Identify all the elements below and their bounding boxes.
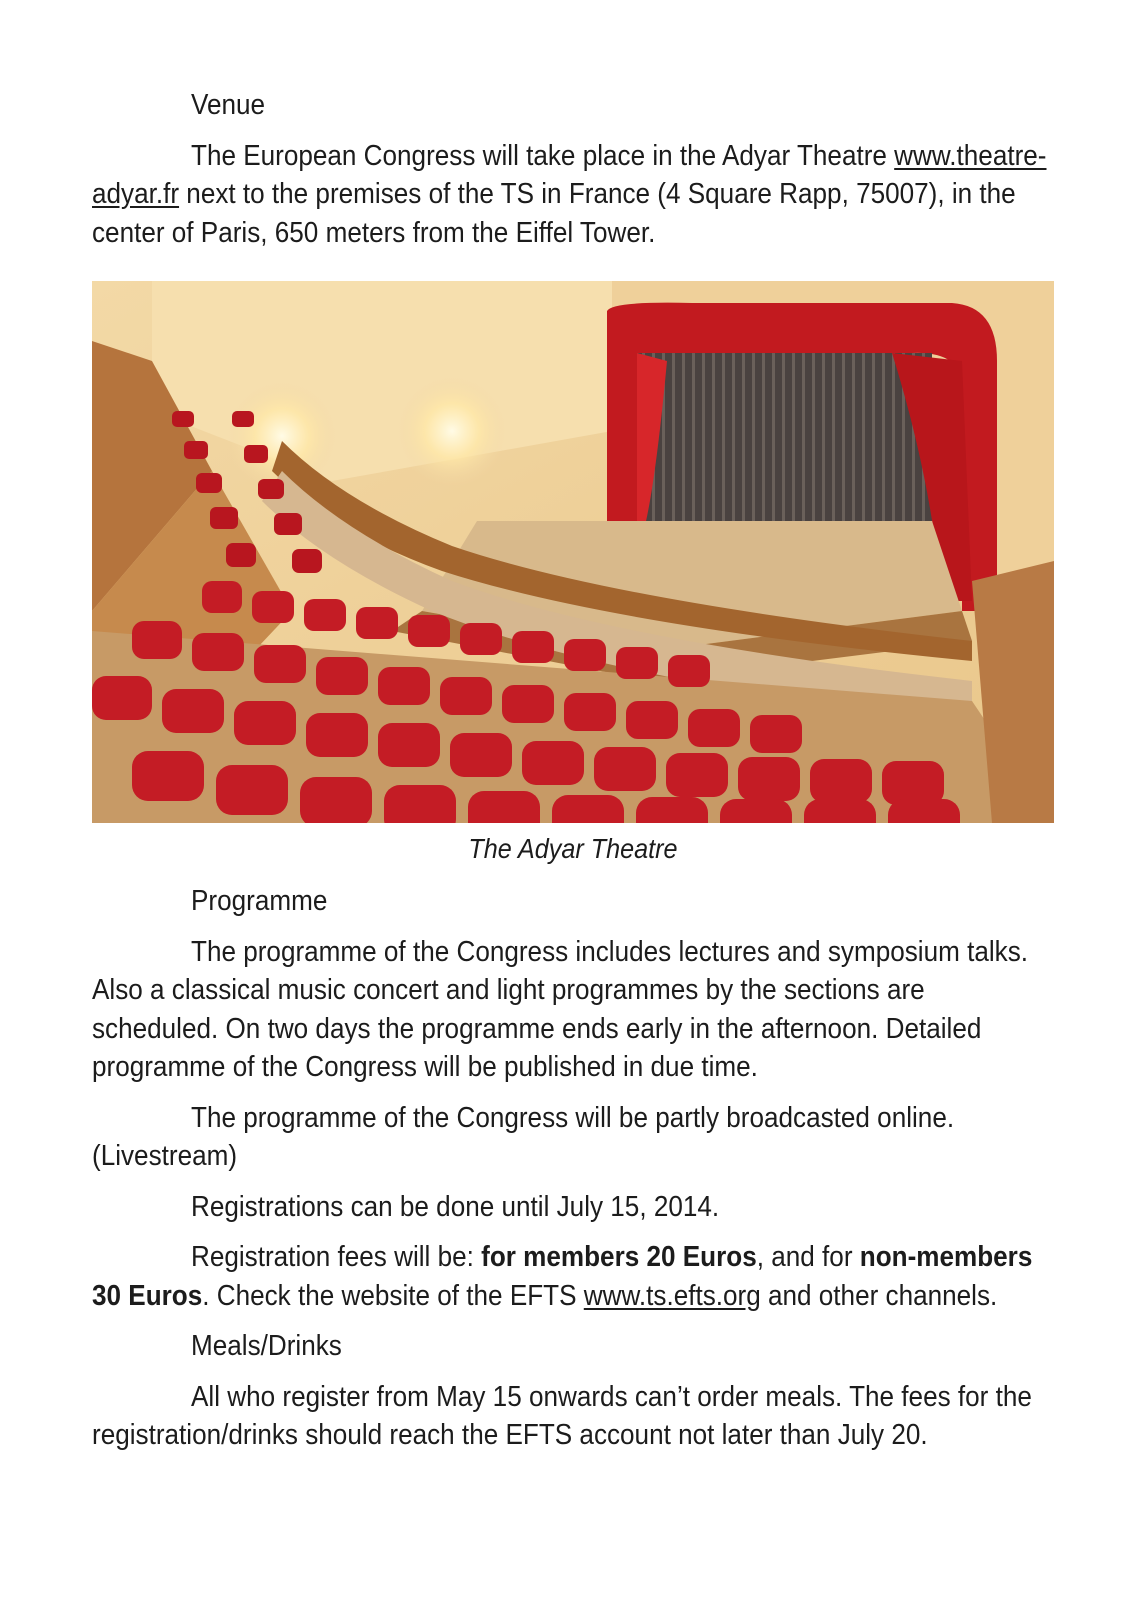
fees-text-4: and other channels. [760,1279,998,1312]
members-fee: for members 20 Euros [481,1241,757,1273]
meals-heading: Meals/Drinks [191,1330,342,1362]
lower-text [92,882,1054,1467]
registration-fees [92,1238,1054,1315]
venue-text-start: The European Congress will take place in the Adyar Theatre [191,139,895,172]
programme-paragraph-1: The programme of the Congress includes lectures and symposium talks. Also a classical music concert and light programmes by the sections are scheduled. On two days the programme ends early in the afternoon. Detailed programme of the Congress will be published in due time. [92,935,1029,1083]
venue-heading: Venue [191,89,266,121]
venue-paragraph [92,137,1054,253]
meals-paragraph: All who register from May 15 onwards can’t order meals. The fees for the registration/drinks should reach the EFTS account not later than July 20. [92,1380,1032,1451]
photo-caption: The Adyar Theatre [468,833,678,864]
programme-heading: Programme [191,885,328,917]
venue-text-end: next to the premises of the TS in France (4 Square Rapp, 75007), in the center of Paris, 650 meters from the Eiffel Tower. [92,178,1016,249]
theatre-photo [92,281,1054,823]
theatre-website-link[interactable]: www.theatre-adyar.fr [92,139,1047,210]
fees-text-1: Registration fees will be: [191,1241,482,1273]
efts-website-link[interactable]: www.ts.efts.org [583,1279,761,1312]
registration-deadline: Registrations can be done until July 15, 2014. [191,1190,720,1223]
fees-text-2: , and for [756,1241,860,1273]
programme-paragraph-2: The programme of the Congress will be partly broadcasted online. (Livestream) [92,1101,955,1172]
theatre-illustration [92,281,1054,823]
fees-text-3: . Check the website of the EFTS [202,1279,584,1312]
non-members-fee: non-members 30 Euros [92,1241,1033,1312]
upper-text [92,86,1054,264]
